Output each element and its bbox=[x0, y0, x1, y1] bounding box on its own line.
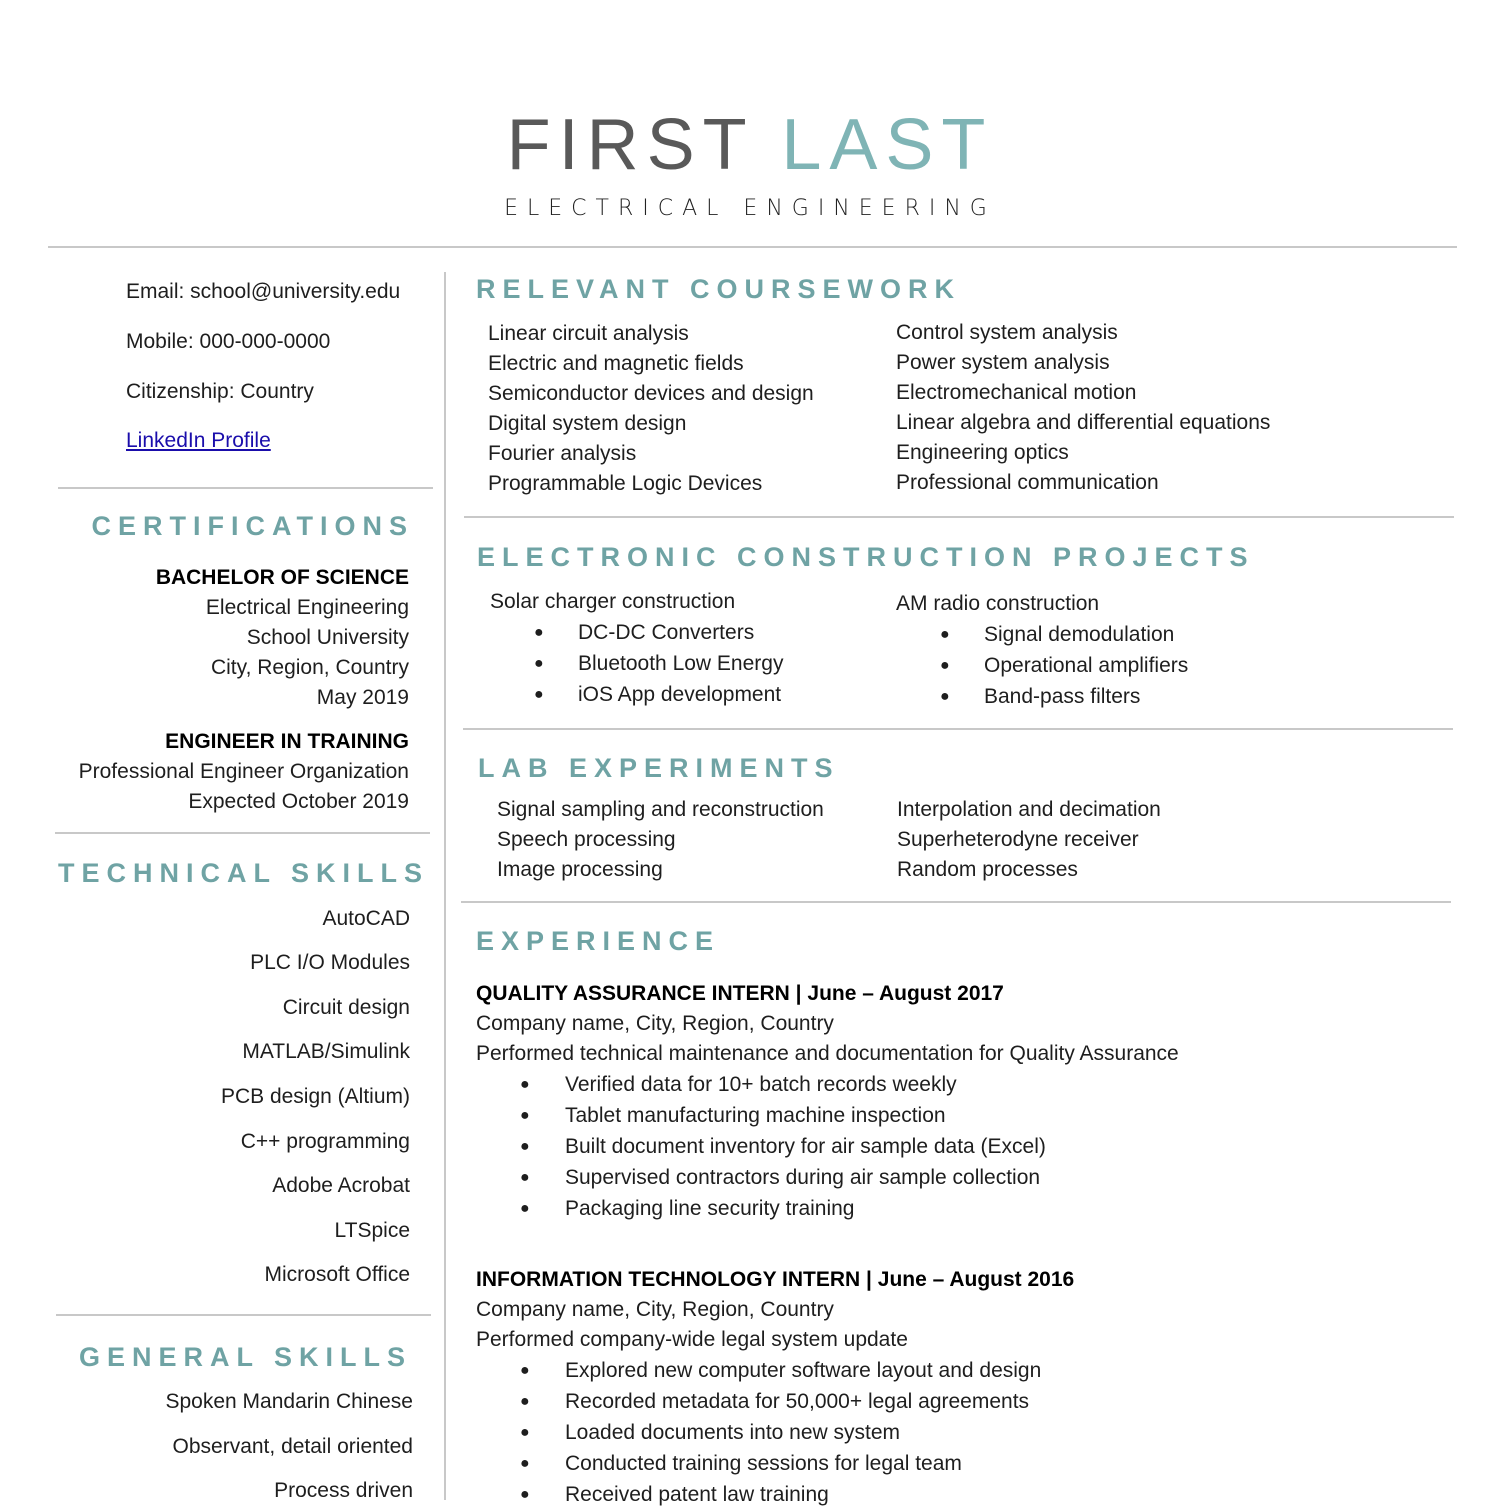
lab-item: Signal sampling and reconstruction bbox=[497, 798, 824, 821]
skill-item: AutoCAD bbox=[322, 907, 410, 930]
skill-item: MATLAB/Simulink bbox=[242, 1040, 410, 1063]
project-bullet: ● Signal demodulation bbox=[896, 619, 1188, 650]
contact-citizenship: Citizenship: Country bbox=[126, 380, 314, 403]
coursework-col-1 bbox=[488, 319, 814, 499]
course-item: Programmable Logic Devices bbox=[488, 472, 763, 495]
bullet-icon: ● bbox=[520, 1455, 530, 1472]
job-bullet: ● Conducted training sessions for legal team bbox=[476, 1448, 1456, 1479]
certification-line: Expected October 2019 bbox=[188, 790, 409, 813]
bullet-icon: ● bbox=[520, 1200, 530, 1217]
project-name: AM radio construction bbox=[896, 592, 1100, 615]
job-bullet: ● Tablet manufacturing machine inspection bbox=[476, 1100, 1456, 1131]
project-bullet: ● DC-DC Converters bbox=[490, 617, 783, 648]
lab-title: LAB EXPERIMENTS bbox=[478, 753, 840, 783]
job-bullet: ● Verified data for 10+ batch records weekly bbox=[476, 1069, 1456, 1100]
course-item: Engineering optics bbox=[896, 441, 1069, 464]
certification-heading: ENGINEER IN TRAINING bbox=[165, 730, 409, 753]
bullet-icon: ● bbox=[534, 624, 544, 641]
job-bullet: ● Packaging line security training bbox=[476, 1193, 1456, 1224]
lab-item: Random processes bbox=[897, 858, 1078, 881]
job-company: Company name, City, Region, Country bbox=[476, 1298, 834, 1321]
bullet-icon: ● bbox=[520, 1393, 530, 1410]
course-item: Fourier analysis bbox=[488, 442, 637, 465]
linkedin-link[interactable]: LinkedIn Profile bbox=[126, 429, 271, 452]
course-item: Professional communication bbox=[896, 471, 1159, 494]
general-skill-item: Spoken Mandarin Chinese bbox=[165, 1390, 413, 1413]
course-item: Electric and magnetic fields bbox=[488, 352, 744, 375]
certification-eit bbox=[79, 727, 409, 817]
lab-item: Speech processing bbox=[497, 828, 676, 851]
certifications-divider bbox=[55, 832, 430, 834]
project-bullet: ● Operational amplifiers bbox=[896, 650, 1188, 681]
skill-item: Adobe Acrobat bbox=[272, 1174, 410, 1197]
job-bullet: ● Received patent law training bbox=[476, 1479, 1456, 1510]
technical-skills-divider bbox=[56, 1314, 431, 1316]
job-company: Company name, City, Region, Country bbox=[476, 1012, 834, 1035]
resume-subtitle: ELECTRICAL ENGINEERING bbox=[504, 196, 996, 221]
project-solar bbox=[490, 586, 783, 710]
contact-divider bbox=[58, 487, 433, 489]
project-bullet: ● Band-pass filters bbox=[896, 681, 1188, 712]
general-skills-title: GENERAL SKILLS bbox=[78, 1342, 412, 1372]
course-item: Power system analysis bbox=[896, 351, 1110, 374]
skill-item: Microsoft Office bbox=[264, 1263, 410, 1286]
resume-name bbox=[0, 102, 1500, 188]
skill-item: PCB design (Altium) bbox=[220, 1085, 410, 1108]
bullet-icon: ● bbox=[534, 655, 544, 672]
course-item: Electromechanical motion bbox=[896, 381, 1137, 404]
projects-divider bbox=[463, 728, 1453, 730]
course-item: Digital system design bbox=[488, 412, 687, 435]
bullet-icon: ● bbox=[520, 1424, 530, 1441]
coursework-col-2 bbox=[896, 318, 1270, 498]
certifications-title: CERTIFICATIONS bbox=[91, 511, 414, 541]
job-bullet: ● Loaded documents into new system bbox=[476, 1417, 1456, 1448]
bullet-icon: ● bbox=[534, 686, 544, 703]
project-bullet: ● iOS App development bbox=[490, 679, 783, 710]
bullet-icon: ● bbox=[940, 626, 950, 643]
projects-title: ELECTRONIC CONSTRUCTION PROJECTS bbox=[477, 542, 1255, 572]
skill-item: C++ programming bbox=[240, 1130, 410, 1153]
coursework-title: RELEVANT COURSEWORK bbox=[476, 274, 962, 304]
course-item: Linear algebra and differential equations bbox=[896, 411, 1271, 434]
coursework-divider bbox=[464, 516, 1454, 518]
lab-divider bbox=[461, 901, 1451, 903]
job-heading: INFORMATION TECHNOLOGY INTERN | June – August 2016 bbox=[476, 1268, 1075, 1291]
lab-col-2 bbox=[897, 795, 1161, 885]
project-am-radio bbox=[896, 588, 1188, 712]
contact-email: Email: school@university.edu bbox=[126, 280, 401, 303]
bullet-icon: ● bbox=[520, 1138, 530, 1155]
job-bullet: ● Recorded metadata for 50,000+ legal agreements bbox=[476, 1386, 1456, 1417]
job-summary: Performed company-wide legal system update bbox=[476, 1328, 908, 1351]
certification-line: School University bbox=[246, 626, 409, 649]
bullet-icon: ● bbox=[940, 657, 950, 674]
last-name: LAST bbox=[781, 105, 994, 185]
job-summary: Performed technical maintenance and documentation for Quality Assurance bbox=[476, 1042, 1179, 1065]
lab-item: Superheterodyne receiver bbox=[897, 828, 1139, 851]
job-heading: QUALITY ASSURANCE INTERN | June – August 2017 bbox=[476, 982, 1004, 1005]
header-divider bbox=[48, 246, 1457, 248]
certification-bachelor bbox=[156, 563, 409, 713]
job-qa-intern bbox=[476, 979, 1456, 1224]
column-divider bbox=[444, 272, 446, 1500]
bullet-icon: ● bbox=[520, 1169, 530, 1186]
job-bullet: ● Supervised contractors during air sample collection bbox=[476, 1162, 1456, 1193]
bullet-icon: ● bbox=[520, 1362, 530, 1379]
skill-item: LTSpice bbox=[334, 1219, 410, 1242]
bullet-icon: ● bbox=[520, 1486, 530, 1503]
experience-title: EXPERIENCE bbox=[476, 926, 721, 956]
skill-item: PLC I/O Modules bbox=[250, 951, 410, 974]
first-name: FIRST bbox=[506, 105, 754, 185]
course-item: Control system analysis bbox=[896, 321, 1118, 344]
job-bullet: ● Built document inventory for air sample data (Excel) bbox=[476, 1131, 1456, 1162]
contact-mobile: Mobile: 000-000-0000 bbox=[126, 330, 331, 353]
certification-line: Professional Engineer Organization bbox=[78, 760, 409, 783]
bullet-icon: ● bbox=[520, 1076, 530, 1093]
course-item: Linear circuit analysis bbox=[488, 322, 689, 345]
general-skill-item: Process driven bbox=[274, 1479, 413, 1502]
job-bullet: ● Explored new computer software layout and design bbox=[476, 1355, 1456, 1386]
project-bullet: ● Bluetooth Low Energy bbox=[490, 648, 783, 679]
certification-line: Electrical Engineering bbox=[205, 596, 409, 619]
job-it-intern bbox=[476, 1265, 1456, 1510]
skill-item: Circuit design bbox=[282, 996, 410, 1019]
lab-item: Image processing bbox=[497, 858, 663, 881]
general-skill-item: Observant, detail oriented bbox=[172, 1435, 413, 1458]
course-item: Semiconductor devices and design bbox=[488, 382, 814, 405]
certification-heading: BACHELOR OF SCIENCE bbox=[155, 566, 409, 589]
certification-line: City, Region, Country bbox=[210, 656, 409, 679]
technical-skills-title: TECHNICAL SKILLS bbox=[57, 858, 429, 888]
certification-line: May 2019 bbox=[316, 686, 409, 709]
project-name: Solar charger construction bbox=[490, 590, 736, 613]
lab-col-1 bbox=[497, 795, 824, 885]
bullet-icon: ● bbox=[940, 688, 950, 705]
bullet-icon: ● bbox=[520, 1107, 530, 1124]
lab-item: Interpolation and decimation bbox=[897, 798, 1161, 821]
